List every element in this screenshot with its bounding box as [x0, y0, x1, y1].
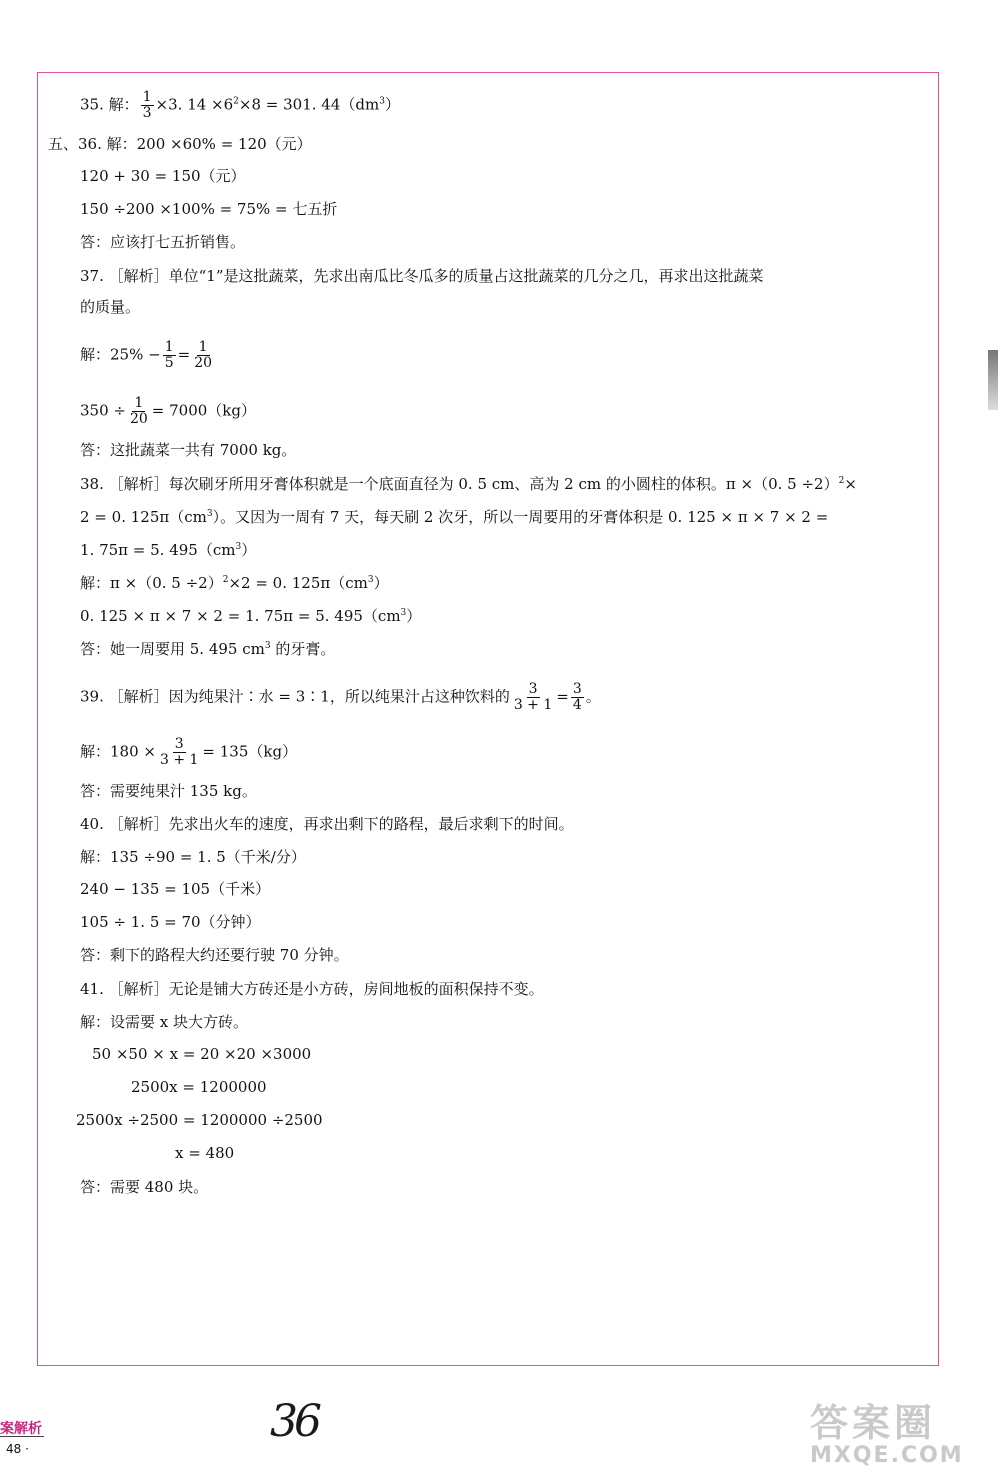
problem-38-cont: 2 = 0. $125\pi(cm^3)$。又因为一周有 7 天，每天刷 2 次牙，所以一周要用的牙膏体积是 0. 125 × π × 7 × 2 = — [80, 508, 829, 526]
solution-line: 120 + 30 = 150（元） — [80, 167, 246, 185]
answer-line: 答：应该打七五折销售。 — [80, 233, 246, 251]
solution-line: 解：180 × $\frac{3}{3 + 1}$ = 135（kg） — [80, 736, 298, 768]
watermark-text: 答案圈 — [810, 1401, 937, 1445]
problem-38: 38. ［解析］每次刷牙所用牙膏体积就是一个底面直径为 0. 5 cm、高为 2 cm 的小圆柱的体积。π ×（0. 5 ÷2）$^2$× — [80, 475, 857, 493]
equation-line: 50 ×50 × x = 20 ×20 ×3000 — [92, 1045, 312, 1063]
fraction: $\frac{1}{20}$ — [194, 339, 213, 371]
equation-line: 2500x ÷2500 = 1200000 ÷2500 — [76, 1111, 323, 1129]
problem-39: 39. ［解析］因为纯果汁∶水 = 3∶1，所以纯果汁占这种饮料的 $\frac{3}{3 + 1}$ = $\frac{3}{4}$ 。 — [80, 681, 601, 713]
fraction: $\frac{3}{3 + 1}$ — [159, 736, 199, 768]
problem-41: 41. ［解析］无论是铺大方砖还是小方砖，房间地板的面积保持不变。 — [80, 980, 544, 998]
solution-line: 解：135 ÷90 = 1. 5（千米/分） — [80, 848, 306, 866]
problem-40: 40. ［解析］先求出火车的速度，再求出剩下的路程，最后求剩下的时间。 — [80, 815, 574, 833]
fraction: $\frac{1}{5}$ — [164, 339, 174, 371]
solution-line: 240 − 135 = 105（千米） — [80, 880, 271, 898]
handwritten-number: 36 — [270, 1396, 318, 1447]
divider — [0, 1436, 44, 1437]
problem-37-cont: 的质量。 — [80, 298, 141, 316]
solution-line: 150 ÷200 ×100% = 75% = 七五折 — [80, 200, 338, 218]
problem-38-cont: 1. 75π = 5. $495(cm^3)$ — [80, 541, 257, 559]
answer-line: 答：需要 480 块。 — [80, 1178, 209, 1196]
answer-line: 答：这批蔬菜一共有 7000 kg。 — [80, 441, 297, 459]
answer-line: 答：她一周要用 5. 495 $cm^3$ 的牙膏。 — [80, 640, 336, 658]
fraction: $\frac{1}{3}$ — [142, 89, 152, 121]
fraction: $\frac{3}{3 + 1}$ — [513, 681, 553, 713]
answer-line: 答：需要纯果汁 135 kg。 — [80, 782, 257, 800]
problem-35: 35. 解： $\frac{1}{3}$ ×3. $14 \times 6^2\times 8 = 301$. $44(dm^3)$ — [80, 89, 400, 121]
watermark-logo — [810, 1392, 990, 1468]
section-title: 案解析 — [0, 1421, 42, 1437]
watermark-url: MXQE.COM — [810, 1443, 964, 1468]
page-number: 48 · — [6, 1442, 29, 1456]
solution-line: 解：设需要 x 块大方砖。 — [80, 1013, 248, 1031]
equation-line: 2500x = 1200000 — [131, 1078, 267, 1096]
solution-line: 解：25% − $\frac{1}{5}$ = $\frac{1}{20}$ — [80, 339, 213, 371]
solution-line: 0. 125 × π × 7 × 2 = 1. 75π = 5. $495(cm^3)$ — [80, 607, 422, 625]
problem-36: 五、36. 解：200 ×60% = 120（元） — [48, 135, 312, 153]
answer-line: 答：剩下的路程大约还要行驶 70 分钟。 — [80, 946, 349, 964]
fraction: $\frac{1}{20}$ — [129, 395, 148, 427]
fraction: $\frac{3}{4}$ — [572, 681, 582, 713]
scan-edge-mark — [988, 350, 998, 410]
equation-line: x = 480 — [175, 1144, 235, 1162]
solution-line: 解：π ×（0. 5 ÷2）$^2$×2 = 0. $125\pi(cm^3)$ — [80, 574, 389, 592]
problem-37: 37. ［解析］单位“1”是这批蔬菜，先求出南瓜比冬瓜多的质量占这批蔬菜的几分之几，再求出这批蔬菜 — [80, 267, 764, 285]
solution-line: 105 ÷ 1. 5 = 70（分钟） — [80, 913, 261, 931]
solution-line: 350 ÷ $\frac{1}{20}$ = 7000（kg） — [80, 395, 256, 427]
